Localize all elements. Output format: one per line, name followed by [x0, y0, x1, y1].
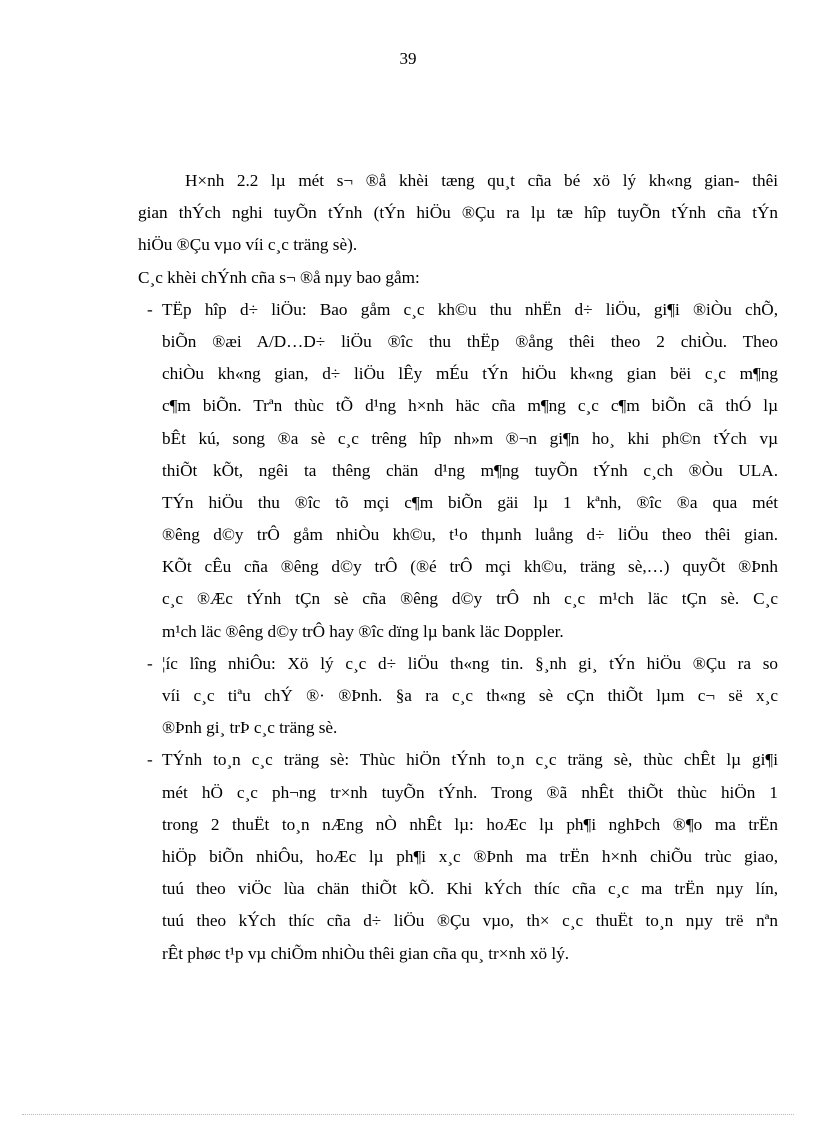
document-body — [138, 165, 778, 970]
text-line: rÊt phøc t¹p vµ chiÕm nhiÒu thêi gian cña qu¸ tr×nh xö lý. — [162, 943, 570, 963]
text-line: bÊt kú, song ®a sè c¸c trêng hîp nh»m ®¬n gi¶n ho¸ khi ph©n tÝch vµ — [162, 428, 778, 448]
text-line: H×nh 2.2 lµ mét s¬ ®å khèi tæng qu¸t cña bé xö lý kh«ng gian- thêi — [185, 171, 778, 190]
text-line: thiÕt kÕt, ngêi ta thêng chän d¹ng m¶ng tuyÕn tÝnh c¸ch ®Òu ULA. — [162, 460, 778, 480]
text-line: TÝn hiÖu thu ®îc tõ mçi c¶m biÕn gäi lµ 1 kªnh, ®îc ®a qua mét — [162, 492, 778, 512]
text-line: mét hÖ c¸c ph¬ng tr×nh tuyÕn tÝnh. Trong ®ã nhÊt thiÕt thùc hiÖn 1 — [162, 782, 778, 802]
text-line: KÕt cÊu cña ®êng d©y trÔ (®é trÔ mçi kh©u, träng sè,…) quyÕt ®Þnh — [162, 557, 778, 577]
text-line: trong 2 thuËt to¸n nÆng nÒ nhÊt lµ: hoÆc lµ ph¶i nghÞch ®¶o ma trËn — [162, 814, 778, 834]
page-bottom-divider — [22, 1114, 794, 1115]
text-line: chiÒu kh«ng gian, d÷ liÖu lÊy mÉu tÝn hiÖu kh«ng gian bëi c¸c m¶ng — [162, 364, 778, 384]
bullet-dash: - — [147, 299, 153, 319]
text-line: TËp hîp d÷ liÖu: Bao gåm c¸c kh©u thu nhËn d÷ liÖu, gi¶i ®iÒu chÕ, — [162, 299, 778, 319]
bullet-item — [138, 744, 778, 969]
bullet-item — [138, 648, 778, 745]
text-line: biÕn ®æi A/D…D÷ liÖu ®îc thu thËp ®ång thêi theo 2 chiÒu. Theo — [162, 331, 778, 351]
intro-paragraph — [138, 165, 778, 262]
text-line: ®Þnh gi¸ trÞ c¸c träng sè. — [162, 718, 338, 738]
text-line: m¹ch läc ®êng d©y trÔ hay ®îc dïng lµ bank läc Doppler. — [162, 621, 564, 641]
text-line: ¦íc lîng nhiÔu: Xö lý c¸c d÷ liÖu th«ng tin. §¸nh gi¸ tÝn hiÖu ®Çu ra so — [162, 653, 778, 673]
bullet-dash: - — [147, 653, 153, 673]
text-line: TÝnh to¸n c¸c träng sè: Thùc hiÖn tÝnh to¸n c¸c träng sè, thùc chÊt lµ gi¶i — [162, 750, 778, 770]
bullet-item — [138, 294, 778, 648]
text-line: c¸c ®Æc tÝnh tÇn sè cña ®êng d©y trÔ nh c¸c m¹ch läc tÇn sè. C¸c — [162, 589, 778, 609]
text-line: hiÖp biÕn nhiÔu, hoÆc lµ ph¶i x¸c ®Þnh ma trËn h×nh chiÕu trùc giao, — [162, 846, 778, 866]
text-line: tuú theo viÖc lùa chän thiÕt kÕ. Khi kÝch thíc cña c¸c ma trËn nµy lín, — [162, 879, 778, 899]
page-number: 39 — [399, 49, 417, 68]
bullet-list — [138, 294, 778, 970]
text-line: hiÖu ®Çu vµo víi c¸c träng sè). — [138, 235, 358, 255]
bullet-dash: - — [147, 750, 153, 770]
text-line: c¶m biÕn. Trªn thùc tÕ d¹ng h×nh häc cña m¶ng c¸c c¶m biÕn cã thÓ lµ — [162, 396, 778, 416]
lead-paragraph: C¸c khèi chÝnh cña s¬ ®å nµy bao gåm: — [138, 267, 420, 287]
text-line: tuú theo kÝch thíc cña d÷ liÖu ®Çu vµo, th× c¸c thuËt to¸n nµy trë nªn — [162, 911, 778, 931]
text-line: víi c¸c tiªu chÝ ®· ®Þnh. §a ra c¸c th«ng sè cÇn thiÕt lµm c¬ së x¸c — [162, 686, 778, 705]
text-line: gian thÝch nghi tuyÕn tÝnh (tÝn hiÖu ®Çu ra lµ tæ hîp tuyÕn tÝnh cña tÝn — [138, 203, 778, 223]
text-line: ®êng d©y trÔ gåm nhiÒu kh©u, t¹o thµnh luång d÷ liÖu theo thêi gian. — [162, 525, 778, 545]
